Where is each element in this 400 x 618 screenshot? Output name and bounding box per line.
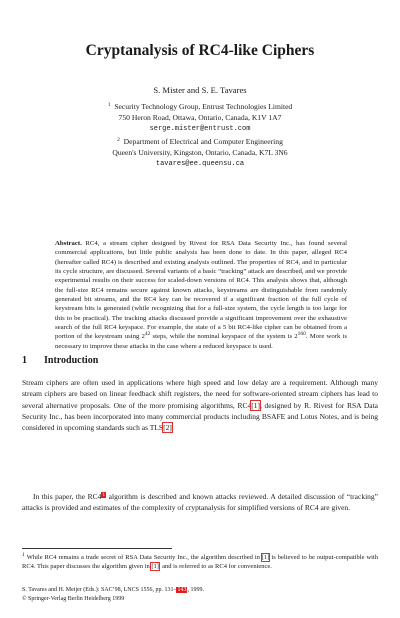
abstract-text-2: steps, while the nominal keyspace of the system is 2 bbox=[150, 333, 298, 341]
affiliation-2-line-1 bbox=[0, 137, 400, 148]
intro-paragraph-1 bbox=[22, 377, 378, 434]
affiliation-2 bbox=[0, 137, 400, 169]
affiliation-1-address: 750 Heron Road, Ottawa, Ontario, Canada, K1V 1A7 bbox=[118, 112, 282, 122]
section-heading bbox=[22, 355, 98, 366]
abstract-text-1: RC4, a stream cipher designed by Rivest for RSA Data Security Inc., has found several commercial applications, but little public analysis has been done to date. In this paper, alleged RC4 (hereafter called RC4) is described and existing analysis outlined. The properties of RC4, and in particular its cycle structure, are discussed. Several variants of a basic “tracking” attack are described, and we provide experimental results on their success for scaled-down versions of RC4. This analysis shows that, although the full-size RC4 remains secure against known attacks, keystreams are distinguishable from randomly generated bit streams, and the RC4 key can be recovered if a significant fraction of the full cycle of keystream bits is generated (while recognizing that for a full-size system, the cycle length is too large for this to be practical). The tracking attacks discussed provide a significant improvement over the exhaustive search of the full RC4 keyspace. For example, the state of a 5 bit RC4-like cipher can be obtained from a portion of the keystream using 2 bbox=[55, 240, 348, 341]
footnote-text-a: While RC4 remains a trade secret of RSA Data Security Inc., the algorithm described in bbox=[26, 554, 262, 561]
authors-text: S. Mister and S. E. Tavares bbox=[153, 85, 247, 95]
section-title: Introduction bbox=[44, 355, 99, 366]
footnote-citation-link-2[interactable]: [1] bbox=[151, 563, 159, 570]
footnote bbox=[22, 553, 378, 571]
citation-link-1[interactable]: [1] bbox=[251, 400, 260, 410]
affiliation-1-org: Security Technology Group, Entrust Technologies Limited bbox=[114, 102, 293, 111]
abstract-text-3: . More work is necessary to improve these attacks in the case where a reduced keyspace is used. bbox=[55, 333, 348, 350]
affiliation-1-mark: 1 bbox=[107, 102, 111, 108]
footnote-text-b: is believed to be output-compatible with RC4. This paper discusses the algorithm given in bbox=[22, 554, 378, 570]
authors bbox=[0, 85, 400, 95]
intro-p1-text-b: , designed by R. Rivest for RSA Data Security Inc., has been incorporated into many commercial products including BSAFE and Lotus Notes, and is being considered in upcoming standards such as TLS bbox=[22, 400, 378, 433]
affiliation-1 bbox=[0, 102, 400, 134]
footnote-ref-link[interactable]: 1 bbox=[102, 492, 106, 498]
abstract bbox=[55, 239, 347, 351]
intro-p1-text-a: Stream ciphers are often used in applications where high speed and low delay are a requirement. Although many stream ciphers are based on linear feedback shift registers, the need for software-oriented stream ciphers has lead to several alternative proposals. One of the more promising algorithms, RC4 bbox=[22, 378, 378, 410]
abstract-exponent-2: 160 bbox=[297, 331, 306, 338]
affiliation-2-dept: Department of Electrical and Computer Engineering bbox=[123, 137, 283, 146]
affiliation-1-email[interactable]: serge.mister@entrust.com bbox=[149, 124, 251, 133]
affiliation-2-mark: 2 bbox=[117, 137, 120, 143]
footer-line-1 bbox=[22, 586, 378, 595]
footer-page-link[interactable]: 143 bbox=[177, 587, 187, 593]
affiliation-2-email[interactable]: tavares@ee.queensu.ca bbox=[155, 159, 245, 168]
paper-title: Cryptanalysis of RC4-like Ciphers bbox=[85, 42, 315, 59]
affiliation-1-line-1 bbox=[0, 102, 400, 113]
affiliation-2-address: Queen's University, Kingston, Ontario, Canada, K7L 3N6 bbox=[112, 147, 288, 157]
intro-p1-text-c: . bbox=[171, 423, 174, 433]
intro-p2-text-a: In this paper, the RC4 bbox=[33, 492, 102, 501]
abstract-exponent-1: 42 bbox=[144, 331, 151, 338]
section-number: 1 bbox=[22, 355, 27, 366]
abstract-label: Abstract. bbox=[55, 240, 82, 247]
footnote-mark: 1 bbox=[22, 552, 25, 558]
citation-link-2[interactable]: [2] bbox=[163, 423, 172, 433]
footer-copyright: © Springer-Verlag Berlin Heidelberg 1999 bbox=[22, 595, 125, 602]
footnote-text-c: , and is referred to as RC4 for convenience. bbox=[158, 563, 272, 570]
footnote-divider bbox=[22, 548, 172, 549]
intro-paragraph-2 bbox=[22, 491, 378, 514]
footer-year: , 1999. bbox=[187, 587, 204, 593]
intro-p2-text-b: algorithm is described and known attacks reviewed. A detailed discussion of “tracking” attacks is provided and estimates of the complexity of cryptanalysis for simplified versions of RC4 are given. bbox=[22, 492, 378, 513]
footnote-citation-link-1[interactable]: [1] bbox=[261, 554, 270, 561]
footer-citation: S. Tavares and H. Meijer (Eds.): SAC’98, LNCS 1556, pp. 131– bbox=[22, 587, 177, 593]
publication-footer bbox=[22, 586, 378, 603]
